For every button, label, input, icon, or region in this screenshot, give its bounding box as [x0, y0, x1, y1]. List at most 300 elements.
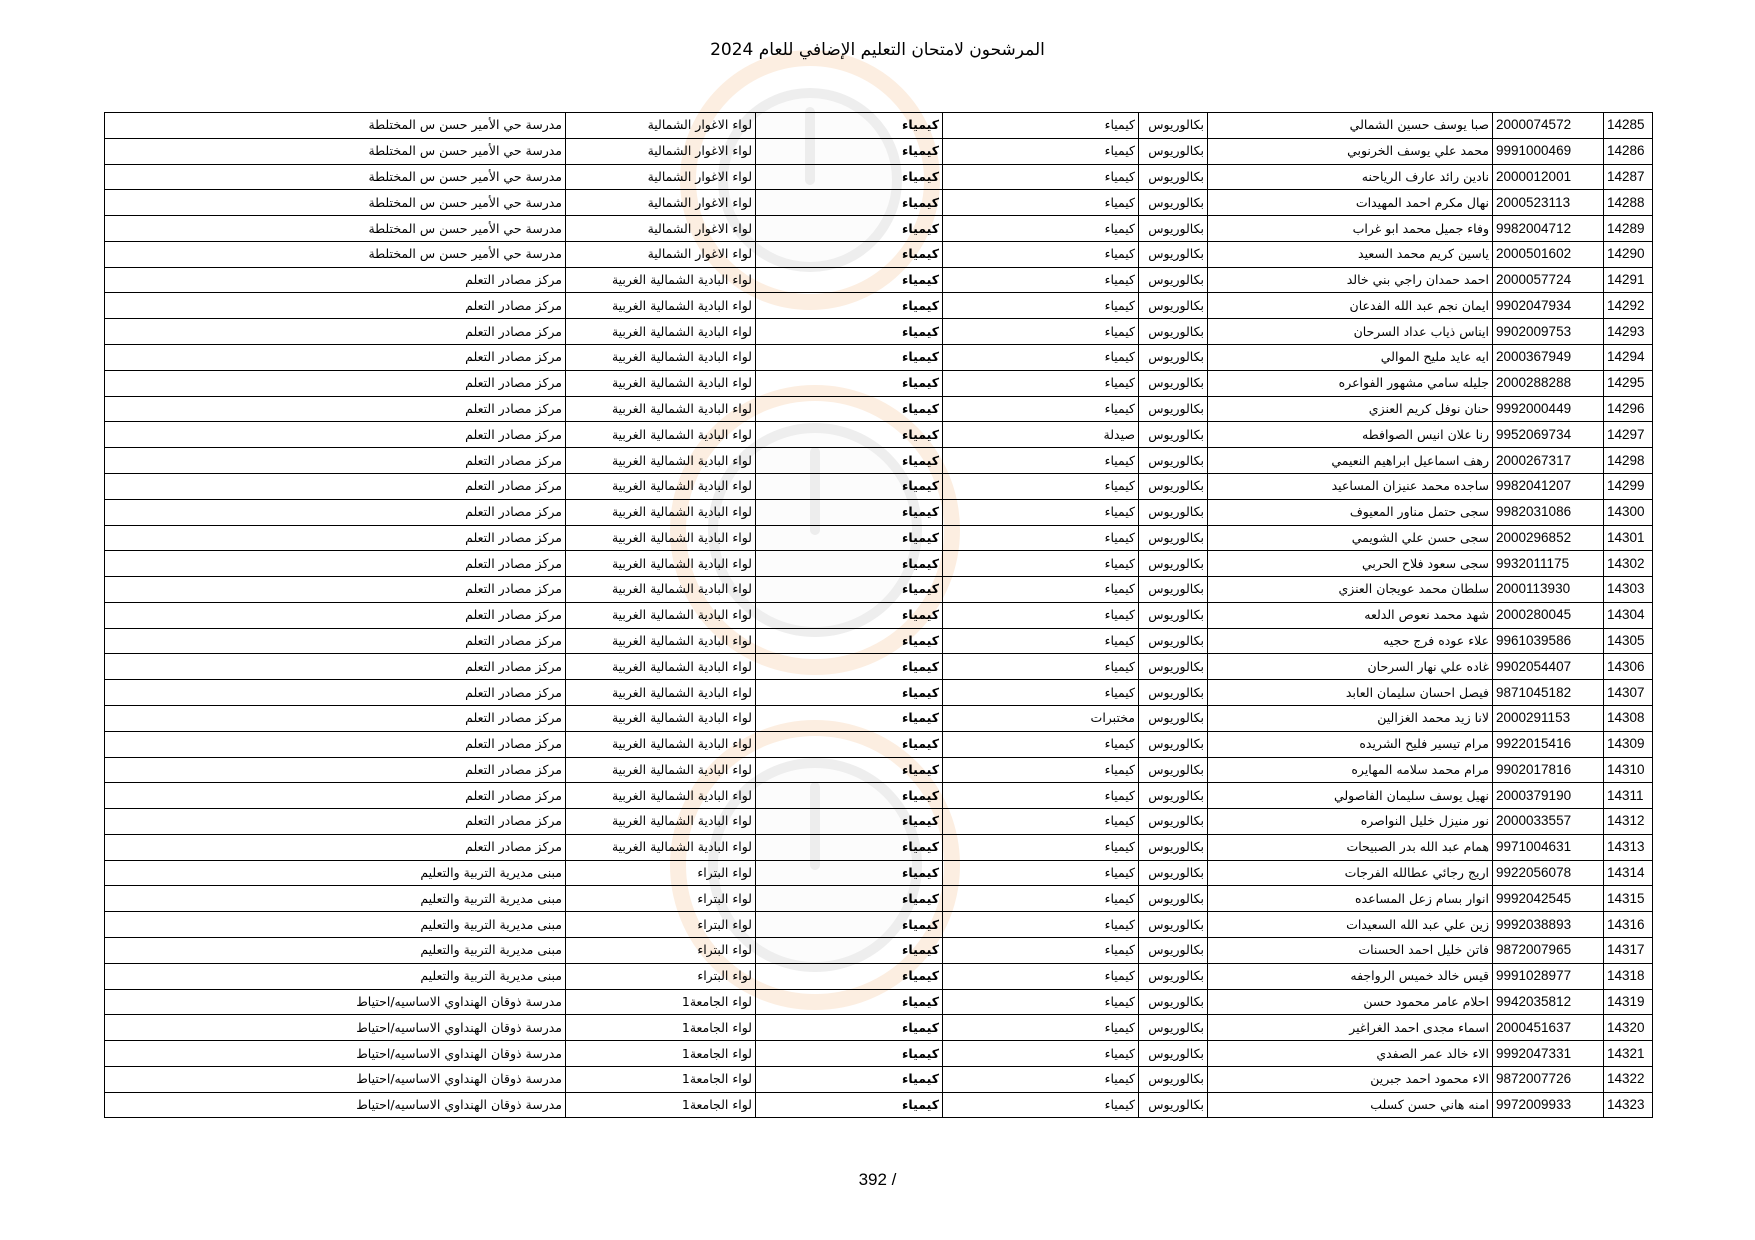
table-row — [105, 989, 1653, 1015]
table-row — [105, 551, 1653, 577]
cell-sequence-no: 14302 — [1604, 551, 1653, 577]
cell-name: ايمان نجم عبد الله الفدعان — [1208, 293, 1493, 319]
table-row — [105, 834, 1653, 860]
cell-directorate: لواء البادية الشمالية الغربية — [566, 731, 756, 757]
cell-name: نور منيزل خليل النواصره — [1208, 809, 1493, 835]
cell-sequence-no: 14311 — [1604, 783, 1653, 809]
cell-sequence-no: 14316 — [1604, 912, 1653, 938]
cell-specialization: كيمياء — [943, 602, 1139, 628]
table-row — [105, 138, 1653, 164]
cell-specialization: كيمياء — [943, 680, 1139, 706]
cell-candidate-no: 9972009933 — [1493, 1092, 1604, 1118]
cell-specialization: كيمياء — [943, 654, 1139, 680]
cell-name: سجى حتمل مناور المعيوف — [1208, 499, 1493, 525]
cell-specialization: كيمياء — [943, 938, 1139, 964]
cell-degree: بكالوريوس — [1139, 448, 1208, 474]
cell-sequence-no: 14295 — [1604, 370, 1653, 396]
cell-exam-subject: كيمياء — [756, 577, 943, 603]
cell-specialization: كيمياء — [943, 525, 1139, 551]
cell-exam-subject: كيمياء — [756, 396, 943, 422]
cell-directorate: لواء البادية الشمالية الغربية — [566, 757, 756, 783]
cell-sequence-no: 14320 — [1604, 1015, 1653, 1041]
table-row — [105, 963, 1653, 989]
cell-degree: بكالوريوس — [1139, 860, 1208, 886]
table-row — [105, 241, 1653, 267]
cell-specialization: كيمياء — [943, 267, 1139, 293]
cell-exam-subject: كيمياء — [756, 499, 943, 525]
cell-degree: بكالوريوس — [1139, 138, 1208, 164]
cell-exam-subject: كيمياء — [756, 293, 943, 319]
cell-exam-subject: كيمياء — [756, 319, 943, 345]
cell-degree: بكالوريوس — [1139, 731, 1208, 757]
cell-specialization: كيمياء — [943, 473, 1139, 499]
cell-directorate: لواء الاغوار الشمالية — [566, 113, 756, 139]
cell-exam-subject: كيمياء — [756, 422, 943, 448]
cell-candidate-no: 2000501602 — [1493, 241, 1604, 267]
cell-directorate: لواء الاغوار الشمالية — [566, 138, 756, 164]
cell-specialization: كيمياء — [943, 216, 1139, 242]
cell-sequence-no: 14317 — [1604, 938, 1653, 964]
cell-directorate: لواء البادية الشمالية الغربية — [566, 422, 756, 448]
cell-candidate-no: 9991028977 — [1493, 963, 1604, 989]
cell-candidate-no: 2000296852 — [1493, 525, 1604, 551]
cell-sequence-no: 14290 — [1604, 241, 1653, 267]
cell-exam-subject: كيمياء — [756, 551, 943, 577]
cell-exam-subject: كيمياء — [756, 525, 943, 551]
cell-candidate-no: 9942035812 — [1493, 989, 1604, 1015]
cell-specialization: كيمياء — [943, 989, 1139, 1015]
table-row — [105, 422, 1653, 448]
cell-degree: بكالوريوس — [1139, 989, 1208, 1015]
cell-degree: بكالوريوس — [1139, 809, 1208, 835]
cell-candidate-no: 2000113930 — [1493, 577, 1604, 603]
cell-exam-subject: كيمياء — [756, 113, 943, 139]
cell-name: نهيل يوسف سليمان الفاصولي — [1208, 783, 1493, 809]
cell-directorate: لواء البادية الشمالية الغربية — [566, 267, 756, 293]
cell-name: حنان نوفل كريم العنزي — [1208, 396, 1493, 422]
cell-sequence-no: 14288 — [1604, 190, 1653, 216]
table-body — [105, 113, 1653, 1118]
cell-name: الاء محمود احمد جبرين — [1208, 1066, 1493, 1092]
cell-exam-center: مبنى مديرية التربية والتعليم — [105, 886, 566, 912]
cell-exam-center: مركز مصادر التعلم — [105, 834, 566, 860]
cell-exam-center: مركز مصادر التعلم — [105, 370, 566, 396]
cell-candidate-no: 9871045182 — [1493, 680, 1604, 706]
cell-name: لانا زيد محمد الغزالين — [1208, 705, 1493, 731]
cell-name: نادين رائد عارف الرياحنه — [1208, 164, 1493, 190]
cell-exam-center: مدرسة حي الأمير حسن س المختلطة — [105, 113, 566, 139]
cell-exam-center: مدرسة ذوقان الهنداوي الاساسيه/احتياط — [105, 1041, 566, 1067]
cell-specialization: كيمياء — [943, 757, 1139, 783]
table-row — [105, 602, 1653, 628]
cell-specialization: صيدلة — [943, 422, 1139, 448]
cell-name: جليله سامي مشهور الفواعره — [1208, 370, 1493, 396]
cell-candidate-no: 9902054407 — [1493, 654, 1604, 680]
cell-candidate-no: 9932011175 — [1493, 551, 1604, 577]
cell-exam-center: مدرسة ذوقان الهنداوي الاساسيه/احتياط — [105, 1092, 566, 1118]
cell-candidate-no: 2000291153 — [1493, 705, 1604, 731]
cell-exam-subject: كيمياء — [756, 138, 943, 164]
cell-sequence-no: 14319 — [1604, 989, 1653, 1015]
cell-directorate: لواء البتراء — [566, 938, 756, 964]
cell-exam-subject: كيمياء — [756, 757, 943, 783]
cell-specialization: كيمياء — [943, 860, 1139, 886]
cell-degree: بكالوريوس — [1139, 525, 1208, 551]
cell-exam-subject: كيمياء — [756, 164, 943, 190]
cell-name: امنه هاني حسن كسلب — [1208, 1092, 1493, 1118]
cell-exam-subject: كيمياء — [756, 216, 943, 242]
cell-exam-center: مبنى مديرية التربية والتعليم — [105, 963, 566, 989]
cell-sequence-no: 14294 — [1604, 345, 1653, 371]
cell-name: الاء خالد عمر الصفدي — [1208, 1041, 1493, 1067]
cell-specialization: مختبرات — [943, 705, 1139, 731]
cell-specialization: كيمياء — [943, 628, 1139, 654]
cell-exam-center: مركز مصادر التعلم — [105, 680, 566, 706]
cell-degree: بكالوريوس — [1139, 422, 1208, 448]
cell-candidate-no: 9902017816 — [1493, 757, 1604, 783]
cell-degree: بكالوريوس — [1139, 912, 1208, 938]
cell-name: علاء عوده فرج حجيه — [1208, 628, 1493, 654]
cell-name: محمد علي يوسف الخرنوبي — [1208, 138, 1493, 164]
cell-sequence-no: 14305 — [1604, 628, 1653, 654]
cell-name: فاتن خليل احمد الحسنات — [1208, 938, 1493, 964]
page-number: 392 / — [858, 1170, 897, 1189]
cell-exam-subject: كيمياء — [756, 241, 943, 267]
cell-degree: بكالوريوس — [1139, 319, 1208, 345]
table-row — [105, 113, 1653, 139]
cell-candidate-no: 2000280045 — [1493, 602, 1604, 628]
cell-exam-center: مركز مصادر التعلم — [105, 628, 566, 654]
cell-specialization: كيمياء — [943, 809, 1139, 835]
cell-exam-subject: كيمياء — [756, 963, 943, 989]
cell-candidate-no: 2000074572 — [1493, 113, 1604, 139]
cell-name: رهف اسماعيل ابراهيم النعيمي — [1208, 448, 1493, 474]
cell-sequence-no: 14314 — [1604, 860, 1653, 886]
cell-directorate: لواء البتراء — [566, 860, 756, 886]
table-row — [105, 731, 1653, 757]
cell-exam-subject: كيمياء — [756, 628, 943, 654]
cell-degree: بكالوريوس — [1139, 293, 1208, 319]
cell-directorate: لواء البادية الشمالية الغربية — [566, 525, 756, 551]
cell-directorate: لواء البادية الشمالية الغربية — [566, 345, 756, 371]
cell-directorate: لواء البادية الشمالية الغربية — [566, 577, 756, 603]
cell-exam-center: مركز مصادر التعلم — [105, 809, 566, 835]
cell-name: قيس خالد خميس الرواجفه — [1208, 963, 1493, 989]
table-row — [105, 293, 1653, 319]
cell-exam-subject: كيمياء — [756, 1092, 943, 1118]
cell-sequence-no: 14300 — [1604, 499, 1653, 525]
cell-directorate: لواء الجامعة1 — [566, 989, 756, 1015]
cell-exam-center: مركز مصادر التعلم — [105, 319, 566, 345]
cell-name: اريج رجائي عطالله الفرجات — [1208, 860, 1493, 886]
cell-candidate-no: 9982041207 — [1493, 473, 1604, 499]
cell-exam-subject: كيمياء — [756, 267, 943, 293]
cell-sequence-no: 14312 — [1604, 809, 1653, 835]
cell-specialization: كيمياء — [943, 731, 1139, 757]
cell-exam-subject: كيمياء — [756, 886, 943, 912]
cell-name: ياسين كريم محمد السعيد — [1208, 241, 1493, 267]
cell-candidate-no: 9922015416 — [1493, 731, 1604, 757]
cell-exam-center: مبنى مديرية التربية والتعليم — [105, 938, 566, 964]
cell-directorate: لواء البادية الشمالية الغربية — [566, 396, 756, 422]
cell-exam-subject: كيمياء — [756, 731, 943, 757]
cell-degree: بكالوريوس — [1139, 551, 1208, 577]
cell-specialization: كيمياء — [943, 1092, 1139, 1118]
cell-specialization: كيمياء — [943, 319, 1139, 345]
cell-name: وفاء جميل محمد ابو غراب — [1208, 216, 1493, 242]
table-row — [105, 783, 1653, 809]
table-row — [105, 473, 1653, 499]
cell-directorate: لواء البادية الشمالية الغربية — [566, 628, 756, 654]
cell-exam-subject: كيمياء — [756, 680, 943, 706]
cell-name: اسماء مجدى احمد الغراغير — [1208, 1015, 1493, 1041]
cell-exam-center: مدرسة ذوقان الهنداوي الاساسيه/احتياط — [105, 1066, 566, 1092]
candidates-table — [104, 112, 1653, 1118]
cell-directorate: لواء البادية الشمالية الغربية — [566, 499, 756, 525]
cell-name: نهال مكرم احمد المهيدات — [1208, 190, 1493, 216]
cell-candidate-no: 9952069734 — [1493, 422, 1604, 448]
cell-degree: بكالوريوس — [1139, 602, 1208, 628]
table-row — [105, 319, 1653, 345]
cell-degree: بكالوريوس — [1139, 963, 1208, 989]
cell-exam-subject: كيمياء — [756, 834, 943, 860]
cell-specialization: كيمياء — [943, 551, 1139, 577]
cell-degree: بكالوريوس — [1139, 654, 1208, 680]
cell-degree: بكالوريوس — [1139, 396, 1208, 422]
cell-candidate-no: 9872007726 — [1493, 1066, 1604, 1092]
cell-sequence-no: 14309 — [1604, 731, 1653, 757]
cell-sequence-no: 14296 — [1604, 396, 1653, 422]
cell-exam-subject: كيمياء — [756, 602, 943, 628]
cell-candidate-no: 9902047934 — [1493, 293, 1604, 319]
cell-sequence-no: 14322 — [1604, 1066, 1653, 1092]
cell-directorate: لواء البادية الشمالية الغربية — [566, 293, 756, 319]
cell-exam-center: مدرسة حي الأمير حسن س المختلطة — [105, 138, 566, 164]
cell-directorate: لواء الجامعة1 — [566, 1041, 756, 1067]
cell-exam-center: مدرسة حي الأمير حسن س المختلطة — [105, 164, 566, 190]
cell-specialization: كيمياء — [943, 1066, 1139, 1092]
cell-exam-center: مدرسة حي الأمير حسن س المختلطة — [105, 190, 566, 216]
cell-sequence-no: 14313 — [1604, 834, 1653, 860]
cell-candidate-no: 9961039586 — [1493, 628, 1604, 654]
cell-exam-subject: كيمياء — [756, 938, 943, 964]
cell-name: ساجده محمد عنيزان المساعيد — [1208, 473, 1493, 499]
cell-degree: بكالوريوس — [1139, 1092, 1208, 1118]
table-row — [105, 809, 1653, 835]
cell-exam-subject: كيمياء — [756, 345, 943, 371]
cell-sequence-no: 14301 — [1604, 525, 1653, 551]
cell-specialization: كيمياء — [943, 448, 1139, 474]
cell-candidate-no: 9992038893 — [1493, 912, 1604, 938]
cell-name: احلام عامر محمود حسن — [1208, 989, 1493, 1015]
cell-degree: بكالوريوس — [1139, 705, 1208, 731]
cell-exam-center: مركز مصادر التعلم — [105, 654, 566, 680]
cell-directorate: لواء البادية الشمالية الغربية — [566, 602, 756, 628]
cell-exam-subject: كيمياء — [756, 1015, 943, 1041]
cell-candidate-no: 9872007965 — [1493, 938, 1604, 964]
cell-specialization: كيمياء — [943, 886, 1139, 912]
cell-exam-center: مركز مصادر التعلم — [105, 473, 566, 499]
cell-exam-center: مركز مصادر التعلم — [105, 499, 566, 525]
cell-exam-center: مدرسة ذوقان الهنداوي الاساسيه/احتياط — [105, 989, 566, 1015]
cell-sequence-no: 14285 — [1604, 113, 1653, 139]
cell-exam-center: مبنى مديرية التربية والتعليم — [105, 860, 566, 886]
cell-specialization: كيمياء — [943, 834, 1139, 860]
page-title: المرشحون لامتحان التعليم الإضافي للعام 2024 — [710, 40, 1045, 60]
table-row — [105, 1015, 1653, 1041]
cell-exam-subject: كيمياء — [756, 473, 943, 499]
cell-candidate-no: 9992042545 — [1493, 886, 1604, 912]
cell-directorate: لواء الجامعة1 — [566, 1066, 756, 1092]
cell-sequence-no: 14293 — [1604, 319, 1653, 345]
cell-candidate-no: 2000012001 — [1493, 164, 1604, 190]
cell-name: غاده علي نهار السرحان — [1208, 654, 1493, 680]
table-row — [105, 705, 1653, 731]
table-row — [105, 938, 1653, 964]
cell-sequence-no: 14292 — [1604, 293, 1653, 319]
cell-sequence-no: 14286 — [1604, 138, 1653, 164]
cell-degree: بكالوريوس — [1139, 190, 1208, 216]
cell-exam-center: مركز مصادر التعلم — [105, 448, 566, 474]
table-row — [105, 757, 1653, 783]
cell-name: سلطان محمد عويجان العنزي — [1208, 577, 1493, 603]
cell-candidate-no: 2000367949 — [1493, 345, 1604, 371]
cell-sequence-no: 14308 — [1604, 705, 1653, 731]
cell-exam-subject: كيمياء — [756, 1066, 943, 1092]
cell-specialization: كيمياء — [943, 113, 1139, 139]
cell-sequence-no: 14307 — [1604, 680, 1653, 706]
cell-candidate-no: 9902009753 — [1493, 319, 1604, 345]
cell-sequence-no: 14321 — [1604, 1041, 1653, 1067]
cell-exam-center: مركز مصادر التعلم — [105, 757, 566, 783]
table-row — [105, 190, 1653, 216]
cell-sequence-no: 14297 — [1604, 422, 1653, 448]
cell-directorate: لواء البتراء — [566, 886, 756, 912]
cell-candidate-no: 2000267317 — [1493, 448, 1604, 474]
cell-exam-center: مركز مصادر التعلم — [105, 577, 566, 603]
cell-exam-center: مركز مصادر التعلم — [105, 525, 566, 551]
cell-exam-subject: كيمياء — [756, 809, 943, 835]
cell-name: زين علي عبد الله السعيدات — [1208, 912, 1493, 938]
table-row — [105, 164, 1653, 190]
cell-candidate-no: 9922056078 — [1493, 860, 1604, 886]
cell-name: همام عبد الله بدر الصبيحات — [1208, 834, 1493, 860]
cell-exam-subject: كيمياء — [756, 783, 943, 809]
cell-directorate: لواء البادية الشمالية الغربية — [566, 654, 756, 680]
table-row — [105, 912, 1653, 938]
cell-specialization: كيمياء — [943, 370, 1139, 396]
cell-exam-center: مركز مصادر التعلم — [105, 602, 566, 628]
cell-exam-subject: كيمياء — [756, 705, 943, 731]
cell-degree: بكالوريوس — [1139, 267, 1208, 293]
table-row — [105, 680, 1653, 706]
table-row — [105, 1066, 1653, 1092]
cell-exam-center: مركز مصادر التعلم — [105, 345, 566, 371]
cell-exam-subject: كيمياء — [756, 370, 943, 396]
cell-sequence-no: 14289 — [1604, 216, 1653, 242]
cell-degree: بكالوريوس — [1139, 241, 1208, 267]
cell-specialization: كيمياء — [943, 499, 1139, 525]
cell-name: سجى سعود فلاح الحربي — [1208, 551, 1493, 577]
cell-exam-subject: كيمياء — [756, 989, 943, 1015]
cell-specialization: كيمياء — [943, 577, 1139, 603]
cell-specialization: كيمياء — [943, 963, 1139, 989]
cell-exam-center: مركز مصادر التعلم — [105, 422, 566, 448]
cell-directorate: لواء البادية الشمالية الغربية — [566, 783, 756, 809]
table-row — [105, 654, 1653, 680]
table-row — [105, 370, 1653, 396]
cell-degree: بكالوريوس — [1139, 370, 1208, 396]
cell-sequence-no: 14291 — [1604, 267, 1653, 293]
table-row — [105, 525, 1653, 551]
cell-degree: بكالوريوس — [1139, 577, 1208, 603]
cell-degree: بكالوريوس — [1139, 1066, 1208, 1092]
cell-degree: بكالوريوس — [1139, 886, 1208, 912]
cell-sequence-no: 14303 — [1604, 577, 1653, 603]
table-row — [105, 216, 1653, 242]
cell-candidate-no: 2000451637 — [1493, 1015, 1604, 1041]
cell-exam-subject: كيمياء — [756, 448, 943, 474]
cell-specialization: كيمياء — [943, 396, 1139, 422]
table-row — [105, 267, 1653, 293]
cell-name: احمد حمدان راجي بني خالد — [1208, 267, 1493, 293]
cell-degree: بكالوريوس — [1139, 499, 1208, 525]
cell-name: رنا علان انيس الصوافطه — [1208, 422, 1493, 448]
cell-specialization: كيمياء — [943, 345, 1139, 371]
cell-directorate: لواء البادية الشمالية الغربية — [566, 448, 756, 474]
cell-exam-center: مركز مصادر التعلم — [105, 551, 566, 577]
cell-directorate: لواء البادية الشمالية الغربية — [566, 834, 756, 860]
cell-exam-center: مبنى مديرية التربية والتعليم — [105, 912, 566, 938]
cell-degree: بكالوريوس — [1139, 680, 1208, 706]
cell-name: ايناس ذياب عداد السرحان — [1208, 319, 1493, 345]
cell-exam-center: مركز مصادر التعلم — [105, 705, 566, 731]
cell-candidate-no: 9982004712 — [1493, 216, 1604, 242]
cell-specialization: كيمياء — [943, 912, 1139, 938]
cell-sequence-no: 14304 — [1604, 602, 1653, 628]
cell-degree: بكالوريوس — [1139, 113, 1208, 139]
cell-directorate: لواء البادية الشمالية الغربية — [566, 680, 756, 706]
cell-name: صبا يوسف حسين الشمالي — [1208, 113, 1493, 139]
cell-degree: بكالوريوس — [1139, 783, 1208, 809]
cell-degree: بكالوريوس — [1139, 834, 1208, 860]
cell-directorate: لواء البادية الشمالية الغربية — [566, 473, 756, 499]
cell-candidate-no: 2000057724 — [1493, 267, 1604, 293]
cell-name: انوار بسام زعل المساعده — [1208, 886, 1493, 912]
table-row — [105, 499, 1653, 525]
cell-name: فيصل احسان سليمان العابد — [1208, 680, 1493, 706]
table-row — [105, 628, 1653, 654]
cell-degree: بكالوريوس — [1139, 757, 1208, 783]
cell-exam-center: مركز مصادر التعلم — [105, 293, 566, 319]
cell-exam-subject: كيمياء — [756, 860, 943, 886]
cell-exam-center: مركز مصادر التعلم — [105, 783, 566, 809]
cell-directorate: لواء الجامعة1 — [566, 1015, 756, 1041]
cell-directorate: لواء البادية الشمالية الغربية — [566, 809, 756, 835]
cell-specialization: كيمياء — [943, 190, 1139, 216]
cell-specialization: كيمياء — [943, 293, 1139, 319]
cell-exam-center: مركز مصادر التعلم — [105, 267, 566, 293]
cell-candidate-no: 9991000469 — [1493, 138, 1604, 164]
cell-directorate: لواء البادية الشمالية الغربية — [566, 705, 756, 731]
table-row — [105, 860, 1653, 886]
cell-exam-subject: كيمياء — [756, 654, 943, 680]
cell-candidate-no: 9982031086 — [1493, 499, 1604, 525]
table-row — [105, 448, 1653, 474]
cell-sequence-no: 14315 — [1604, 886, 1653, 912]
cell-candidate-no: 2000033557 — [1493, 809, 1604, 835]
cell-degree: بكالوريوس — [1139, 164, 1208, 190]
